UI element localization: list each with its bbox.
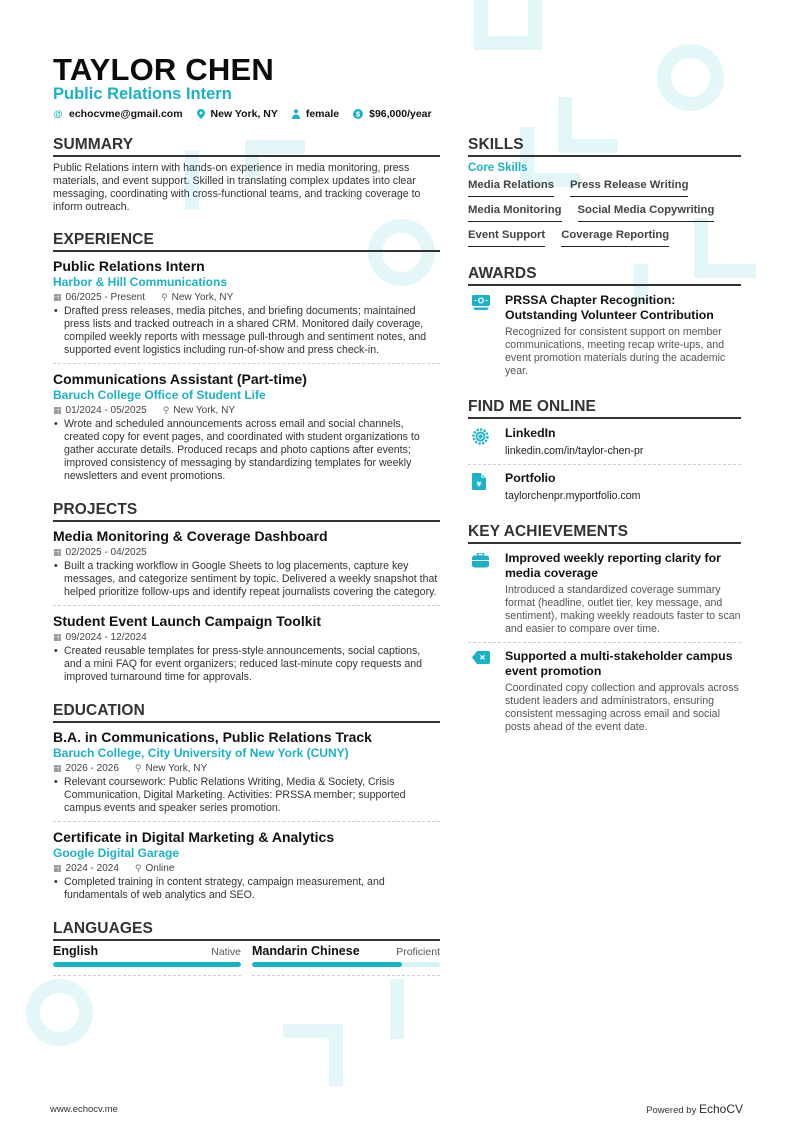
entry-dates: 2024 - 2024 [65, 863, 119, 874]
language-bar [53, 962, 241, 967]
powered-by-text: Powered by [646, 1105, 697, 1116]
skill-tag: Coverage Reporting [561, 228, 669, 247]
award-title: PRSSA Chapter Recognition: Outstanding Volunteer Contribution [505, 293, 714, 322]
entry-bullets [53, 305, 440, 357]
contact-email[interactable] [53, 108, 183, 120]
achievement-description: Coordinated copy collection and approvals across student leaders and administrators, ensuring consistent messaging across email and social posts ahead of the event date. [505, 682, 739, 733]
summary-heading: SUMMARY [53, 136, 440, 157]
candidate-name: TAYLOR CHEN [53, 52, 274, 87]
company-name: Baruch College Office of Student Life [53, 388, 266, 402]
entry-dates: 2026 - 2026 [65, 763, 119, 774]
education-heading: EDUCATION [53, 702, 440, 723]
location-pin-icon: ⚲ [161, 292, 168, 302]
entry-meta [53, 762, 440, 775]
at-icon: @ [53, 109, 63, 119]
project-title: Student Event Launch Campaign Toolkit [53, 613, 322, 629]
entry-location: New York, NY [173, 405, 235, 416]
bullet-item: • Relevant coursework: Public Relations Writing, Media & Society, Crisis Communication, Digital Marketing. Activities: PRSSA member; supported campus events and speaker series promotion. [53, 776, 440, 815]
summary-text: Public Relations intern with hands-on experience in media monitoring, press materials, and event support. Skilled in translating complex updates into clear messaging, coordinating with cross-functional teams, and tracking coverage to inform outreach. [53, 162, 421, 213]
entry-location: New York, NY [171, 292, 234, 303]
entry-meta [53, 404, 440, 417]
languages-heading: LANGUAGES [53, 920, 440, 941]
linkedin-link[interactable]: linkedin.com/in/taylor-chen-pr [505, 445, 644, 457]
entry-bullets [53, 876, 440, 902]
achievements-heading: KEY ACHIEVEMENTS [468, 523, 741, 544]
gender-text: female [305, 108, 340, 120]
project-entry [53, 612, 440, 690]
bullet-item: • Wrote and scheduled announcements across email and social channels, created copy for event pages, and coordinated with student organizations to gather accurate details. Produced recaps and photo captions after events; improved consistency of messaging by standardizing templates for weekly newsletters and event promotions. [53, 418, 440, 483]
entry-dates: 09/2024 - 12/2024 [65, 632, 147, 643]
divider [53, 975, 241, 976]
award-description: Recognized for consistent support on member communications, meeting recap write-ups, and event promotion materials during the academic year. [505, 326, 726, 377]
salary-text: $96,000/year [369, 108, 432, 120]
education-entry [53, 828, 440, 908]
contact-bar [53, 108, 432, 120]
divider [252, 975, 440, 976]
bullet-item: • Completed training in content strategy, campaign measurement, and fundamentals of web analytics and SEO. [53, 876, 440, 902]
experience-entry [53, 257, 440, 364]
language-bar-fill [53, 962, 241, 967]
right-column [468, 136, 741, 754]
school-name: Baruch College, City University of New York (CUNY) [53, 746, 349, 760]
projects-heading: PROJECTS [53, 501, 440, 522]
languages-list [53, 944, 440, 976]
contact-salary [353, 108, 431, 120]
language-item [53, 944, 241, 976]
bullet-item: • Built a tracking workflow in Google Sheets to log placements, capture key messages, and categorize sentiment by topic. Delivered a weekly snapshot that helped prioritize follow-ups and identify repeat journalists covering the category. [53, 560, 440, 599]
company-name: Harbor & Hill Communications [53, 275, 228, 289]
bullet-item: • Drafted press releases, media pitches, and briefing documents; maintained press lists and tracked outreach in a shared CRM. Monitored daily coverage, compiled weekly reports with message pull-through and sentiment notes, and supported event logistics including run-of-show and press check-in. [53, 305, 440, 357]
calendar-icon: ▦ [53, 763, 62, 773]
job-title: Communications Assistant (Part-time) [53, 371, 307, 387]
entry-location: Online [145, 863, 175, 874]
online-label: Portfolio [505, 471, 556, 485]
language-level: Proficient [396, 946, 440, 958]
svg-text:$: $ [355, 110, 361, 119]
calendar-icon: ▦ [53, 863, 62, 873]
skills-heading: SKILLS [468, 136, 741, 157]
calendar-icon: ▦ [53, 547, 62, 557]
entry-bullets [53, 776, 440, 815]
entry-location: New York, NY [145, 763, 208, 774]
language-name: Mandarin Chinese [252, 944, 360, 958]
backspace-icon [472, 651, 490, 664]
calendar-icon: ▦ [53, 632, 62, 642]
online-heading: FIND ME ONLINE [468, 398, 741, 419]
entry-bullets [53, 418, 440, 483]
portfolio-link[interactable]: taylorchenpr.myportfolio.com [505, 490, 641, 502]
calendar-icon: ▦ [53, 405, 62, 415]
language-bar-fill [252, 962, 402, 967]
job-title: Public Relations Intern [53, 258, 205, 274]
entry-dates: 06/2025 - Present [65, 292, 146, 303]
degree-title: B.A. in Communications, Public Relations Track [53, 729, 372, 745]
skills-list [468, 178, 741, 247]
skill-tag: Media Monitoring [468, 203, 562, 222]
language-name: English [53, 944, 99, 958]
location-text: New York, NY [210, 108, 278, 120]
entry-dates: 01/2024 - 05/2025 [65, 405, 147, 416]
education-entry [53, 728, 440, 822]
experience-heading: EXPERIENCE [53, 231, 440, 252]
location-pin-icon: ⚲ [134, 763, 142, 773]
achievement-description: Introduced a standardized coverage summary format (headline, outlet tier, key message, and sentiment), making weekly readouts faster to scan and easier to compare over time. [505, 584, 741, 635]
online-item[interactable] [468, 471, 741, 509]
online-item[interactable] [468, 426, 741, 465]
skill-tag: Social Media Copywriting [578, 203, 715, 222]
left-column [53, 136, 440, 976]
skill-tag: Event Support [468, 228, 545, 247]
location-pin-icon: ⚲ [134, 863, 142, 873]
skill-tag: Press Release Writing [570, 178, 688, 197]
document-icon [472, 473, 486, 490]
achievement-item [468, 551, 741, 643]
location-pin-icon: ⚲ [162, 405, 170, 415]
bullet-item: • Created reusable templates for press-style announcements, social captions, and a mini FAQ for event organizers; reduced last-minute copy requests and improved turnaround time for approvals. [53, 645, 440, 684]
entry-bullets [53, 645, 440, 684]
contact-gender [292, 108, 339, 120]
footer-website[interactable]: www.echocv.me [50, 1104, 118, 1115]
entry-meta [53, 862, 440, 875]
entry-meta [53, 546, 440, 559]
awards-heading: AWARDS [468, 265, 741, 286]
achievement-item [468, 649, 741, 740]
dollar-circle-icon [353, 109, 363, 119]
candidate-title: Public Relations Intern [53, 85, 232, 103]
language-item [252, 944, 440, 976]
svg-text:¥: ¥ [476, 480, 482, 489]
language-bar [252, 962, 440, 967]
entry-dates: 02/2025 - 04/2025 [65, 547, 147, 558]
skill-tag: Media Relations [468, 178, 554, 197]
footer-powered-by [646, 1102, 743, 1116]
online-label: LinkedIn [505, 426, 556, 440]
skills-group-label: Core Skills [468, 162, 528, 174]
brand-name: EchoCV [698, 1102, 743, 1116]
project-entry [53, 527, 440, 606]
award-icon [472, 295, 490, 311]
language-level: Native [211, 946, 241, 958]
degree-title: Certificate in Digital Marketing & Analytics [53, 829, 335, 845]
gear-icon [472, 428, 489, 445]
contact-location [197, 108, 278, 120]
experience-entry [53, 370, 440, 489]
location-pin-icon [197, 109, 205, 119]
briefcase-icon [472, 553, 489, 568]
entry-bullets [53, 560, 440, 599]
entry-meta [53, 631, 440, 644]
award-item [468, 293, 741, 384]
achievement-title: Improved weekly reporting clarity for media coverage [505, 551, 721, 580]
school-name: Google Digital Garage [53, 846, 180, 860]
email-text: echocvme@gmail.com [69, 108, 183, 120]
entry-meta [53, 291, 440, 304]
calendar-icon: ▦ [53, 292, 62, 302]
person-icon [292, 109, 300, 119]
achievement-title: Supported a multi-stakeholder campus event promotion [505, 649, 733, 678]
project-title: Media Monitoring & Coverage Dashboard [53, 528, 328, 544]
